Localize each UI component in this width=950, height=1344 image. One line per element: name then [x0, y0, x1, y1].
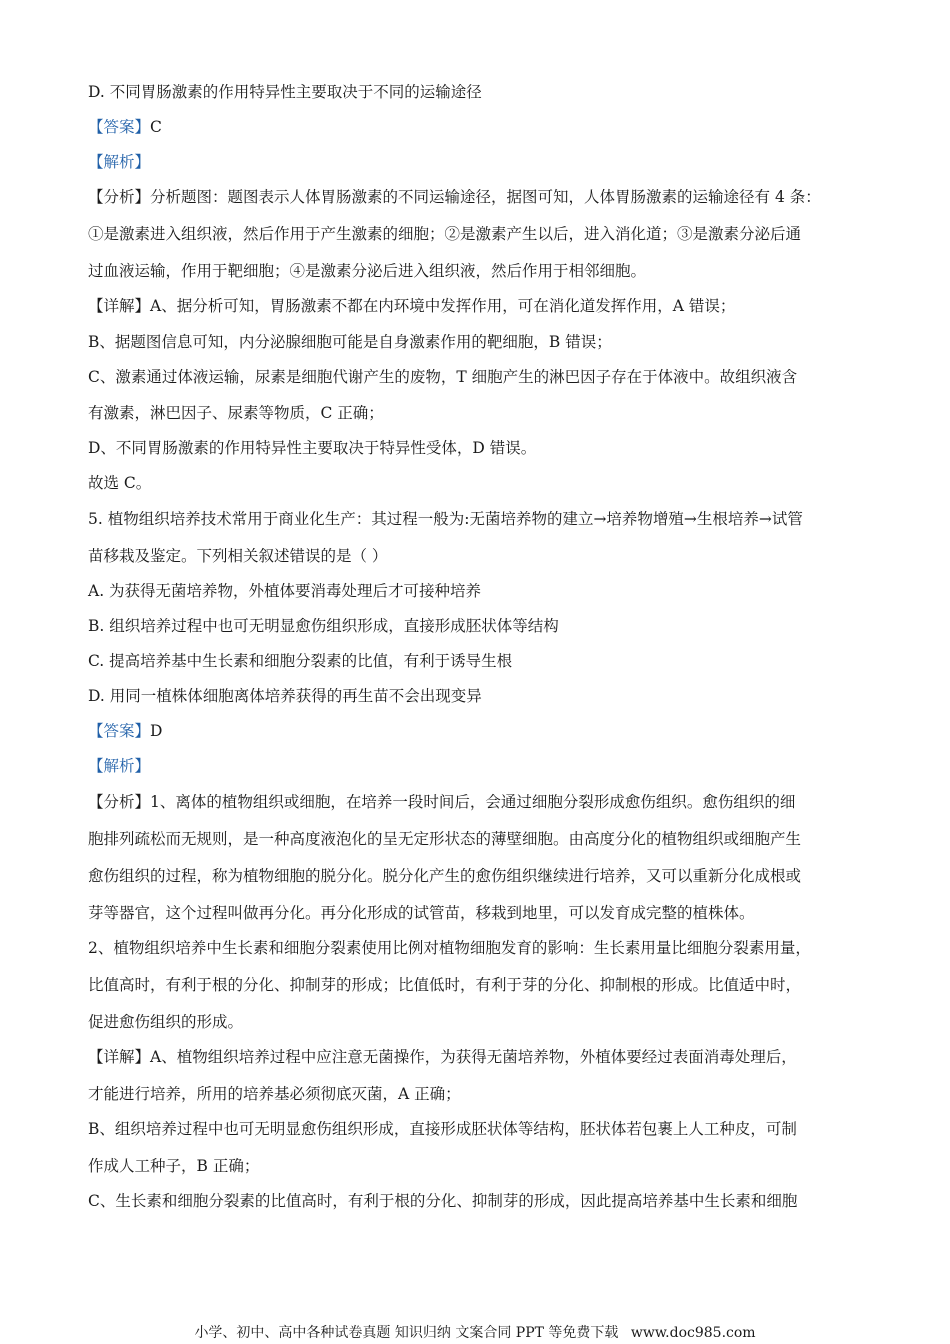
q5-fenxi-line-1: [88, 791, 795, 813]
detail-text: A、据分析可知，胃肠激素不都在内环境中发挥作用，可在消化道发挥作用，A 错误；: [150, 297, 736, 315]
q5-stem-1: 5. 植物组织培养技术常用于商业化生产：其过程一般为:无菌培养物的建立→培养物增殖→生根培养→试管: [88, 510, 803, 528]
q5-option-b: B. 组织培养过程中也可无明显愈伤组织形成，直接形成胚状体等结构: [88, 617, 559, 635]
q4-fenxi-line-1: [88, 186, 821, 208]
q5-point2-line-1: 2、植物组织培养中生长素和细胞分裂素使用比例对植物细胞发育的影响：生长素用量比细胞分裂素用量，: [88, 939, 811, 957]
q4-detail-a: [88, 295, 735, 317]
detail-text: A、植物组织培养过程中应注意无菌操作，为获得无菌培养物，外植体要经过表面消毒处理后，: [150, 1048, 797, 1066]
xiangjie-tag: 【详解】: [88, 297, 151, 315]
q4-analysis-tag: 【解析】: [88, 153, 151, 171]
page-footer: [0, 1322, 950, 1342]
footer-link[interactable]: www.doc985.com: [630, 1325, 756, 1341]
q4-detail-c-1: C、激素通过体液运输，尿素是细胞代谢产生的废物，T 细胞产生的淋巴因子存在于体液中。故组织液含: [88, 368, 798, 386]
q5-point2-line-3: 促进愈伤组织的形成。: [88, 1013, 244, 1031]
q5-detail-b-1: B、组织培养过程中也可无明显愈伤组织形成，直接形成胚状体等结构，胚状体若包裹上人工种皮，可制: [88, 1120, 797, 1138]
fenxi-tag: 【分析】: [88, 188, 151, 206]
q5-option-d: D. 用同一植株体细胞离体培养获得的再生苗不会出现变异: [88, 687, 482, 705]
answer-tag: 【答案】: [88, 118, 151, 136]
q5-option-a: A. 为获得无菌培养物，外植体要消毒处理后才可接种培养: [88, 582, 482, 600]
q5-option-c: C. 提高培养基中生长素和细胞分裂素的比值，有利于诱导生根: [88, 652, 513, 670]
footer-text: 小学、初中、高中各种试卷真题 知识归纳 文案合同 PPT 等免费下载: [194, 1325, 619, 1341]
q5-detail-c-1: C、生长素和细胞分裂素的比值高时，有利于根的分化、抑制芽的形成，因此提高培养基中生长素和细胞: [88, 1192, 798, 1210]
q5-analysis-tag: 【解析】: [88, 757, 151, 775]
answer-value: C: [150, 118, 162, 136]
q5-fenxi-line-4: 芽等器官，这个过程叫做再分化。再分化形成的试管苗，移栽到地里，可以发育成完整的植株体。: [88, 904, 755, 922]
q5-detail-a-2: 才能进行培养，所用的培养基必须彻底灭菌，A 正确；: [88, 1085, 461, 1103]
q4-conclusion: 故选 C。: [88, 474, 152, 492]
q4-detail-c-2: 有激素，淋巴因子、尿素等物质，C 正确；: [88, 404, 384, 422]
q5-answer: [88, 720, 162, 742]
xiangjie-tag: 【详解】: [88, 1048, 151, 1066]
fenxi-text: 分析题图：题图表示人体胃肠激素的不同运输途径，据图可知，人体胃肠激素的运输途径有 4 条：: [150, 188, 821, 206]
q5-fenxi-line-2: 胞排列疏松而无规则，是一种高度液泡化的呈无定形状态的薄壁细胞。由高度分化的植物组织或细胞产生: [88, 830, 802, 848]
q5-detail-b-2: 作成人工种子，B 正确；: [88, 1157, 260, 1175]
q4-option-d: D. 不同胃肠激素的作用特异性主要取决于不同的运输途径: [88, 83, 482, 101]
answer-value: D: [150, 722, 163, 740]
q4-detail-d: D、不同胃肠激素的作用特异性主要取决于特异性受体，D 错误。: [88, 439, 537, 457]
q4-fenxi-line-3: 过血液运输，作用于靶细胞；④是激素分泌后进入组织液，然后作用于相邻细胞。: [88, 262, 647, 280]
q5-fenxi-line-3: 愈伤组织的过程，称为植物细胞的脱分化。脱分化产生的愈伤组织继续进行培养，又可以重新分化成根或: [88, 867, 802, 885]
q5-stem-2: 苗移栽及鉴定。下列相关叙述错误的是（ ）: [88, 547, 388, 565]
answer-tag: 【答案】: [88, 722, 151, 740]
q5-point2-line-2: 比值高时，有利于根的分化、抑制芽的形成；比值低时，有利于芽的分化、抑制根的形成。比值适中时，: [88, 976, 802, 994]
q4-fenxi-line-2: ①是激素进入组织液，然后作用于产生激素的细胞；②是激素产生以后，进入消化道；③是激素分泌后通: [88, 225, 802, 243]
fenxi-tag: 【分析】: [88, 793, 151, 811]
fenxi-text: 1、离体的植物组织或细胞，在培养一段时间后，会通过细胞分裂形成愈伤组织。愈伤组织的细: [150, 793, 796, 811]
q4-answer: [88, 116, 162, 138]
q5-detail-a-1: [88, 1046, 797, 1068]
q4-detail-b: B、据题图信息可知，内分泌腺细胞可能是自身激素作用的靶细胞，B 错误；: [88, 333, 612, 351]
